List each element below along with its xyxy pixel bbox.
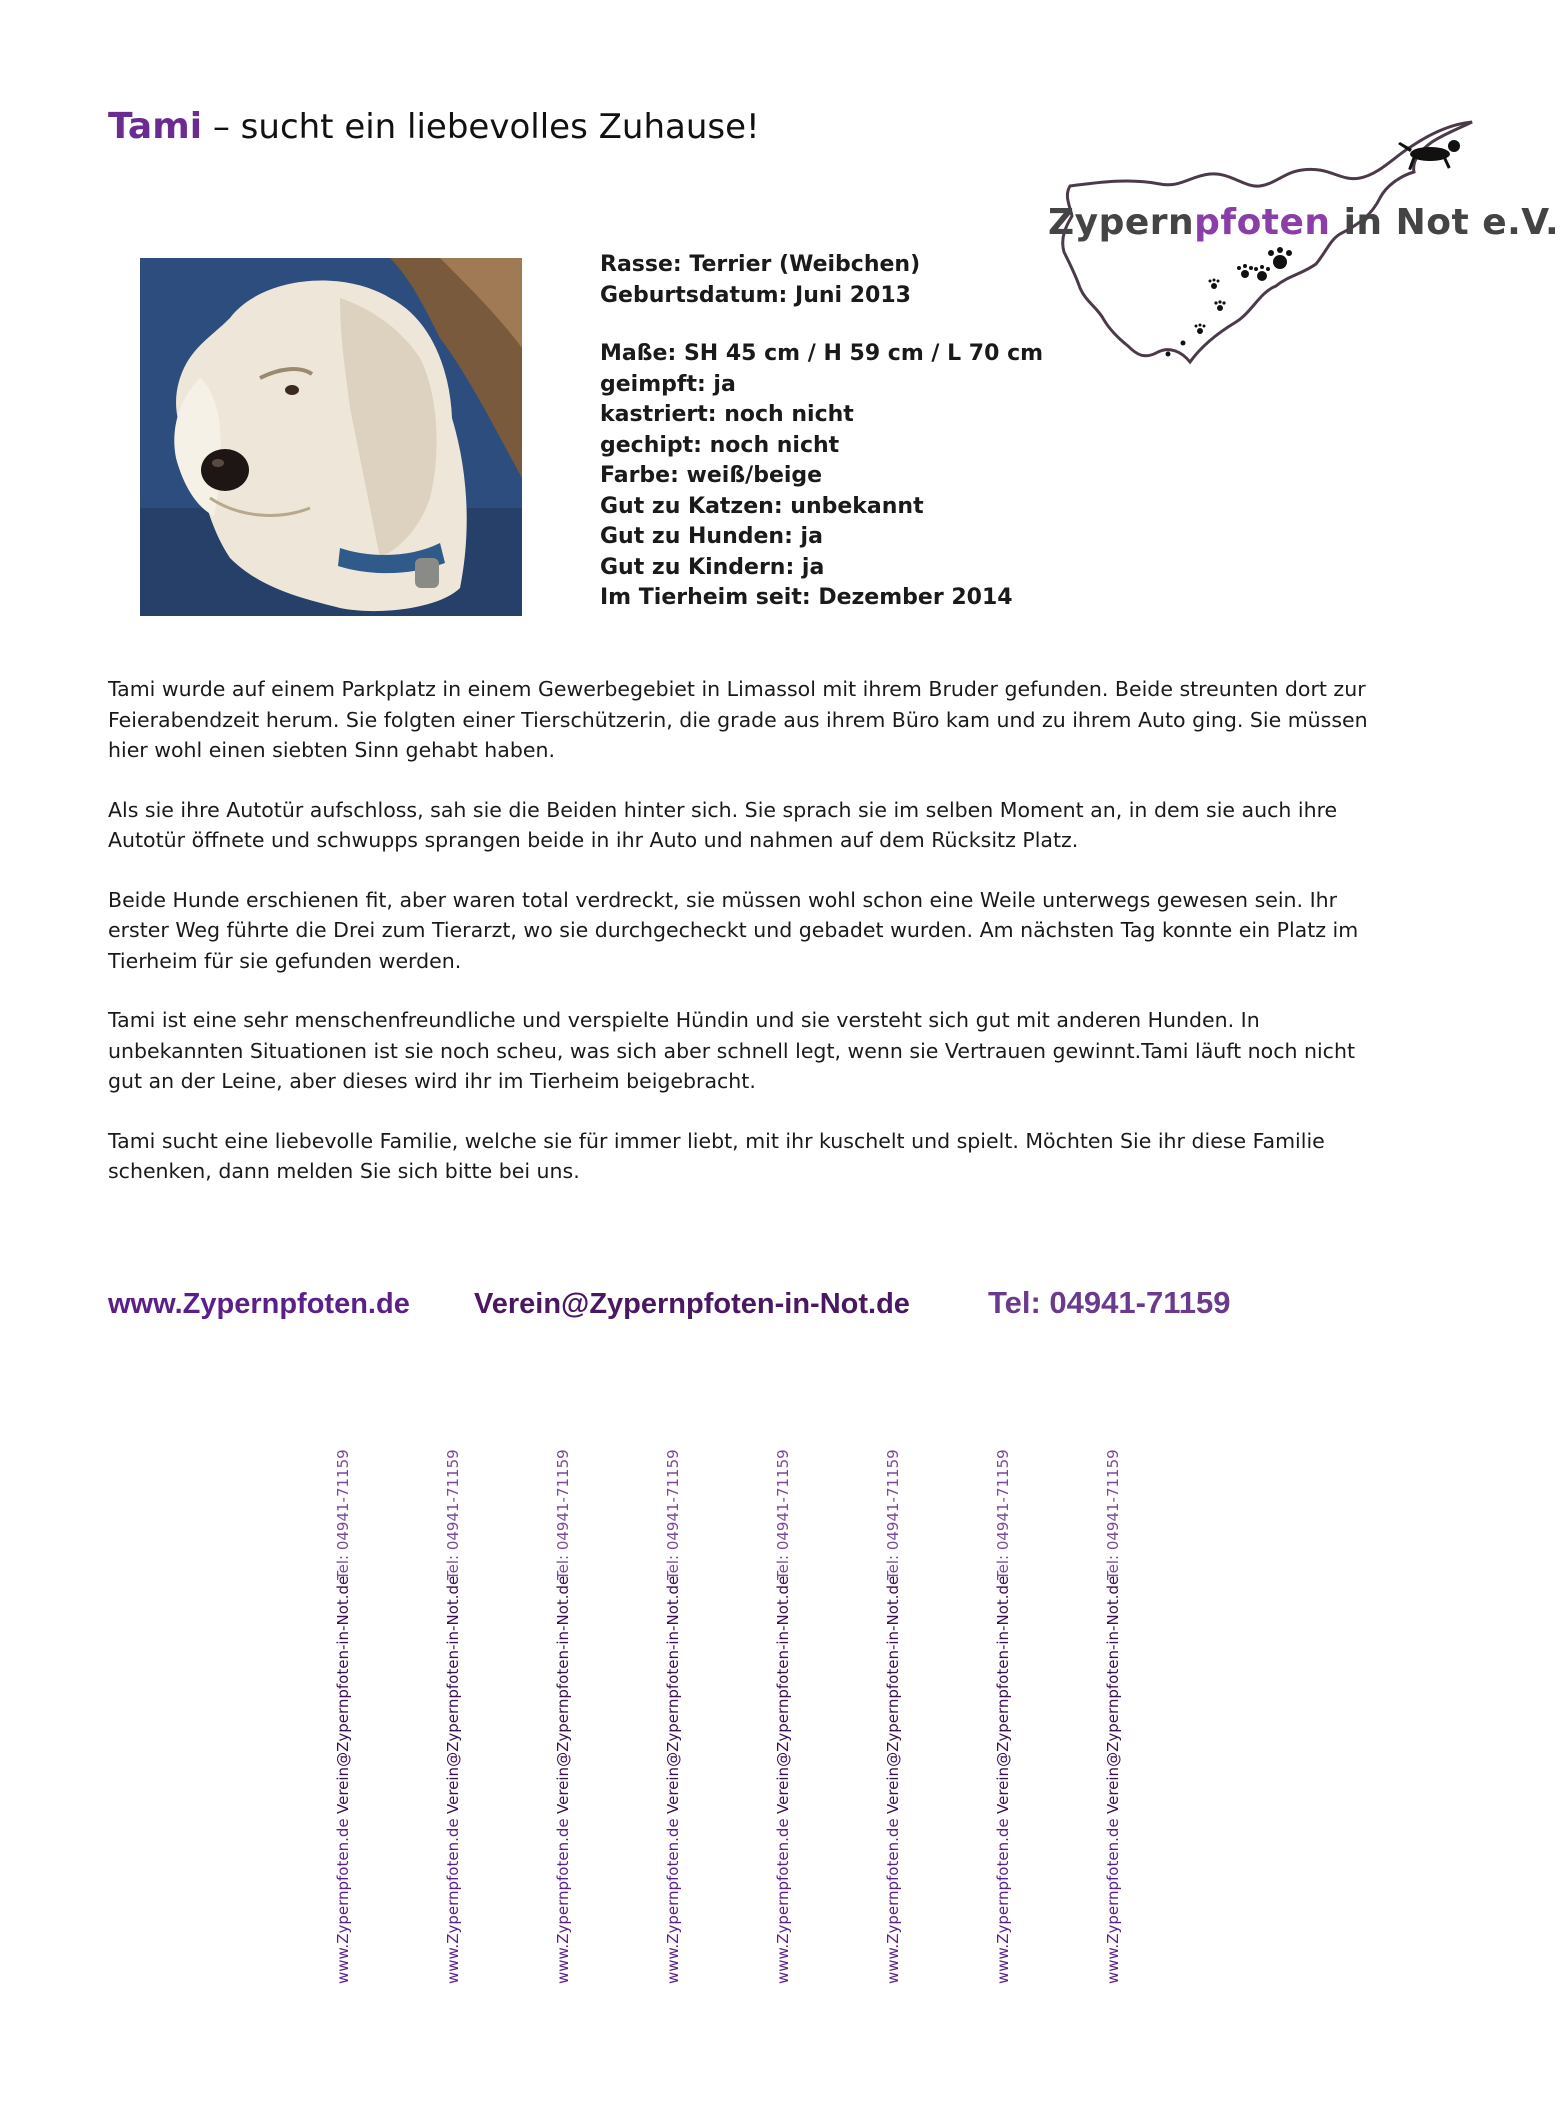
tab-phone: Tel: 04941-71159 <box>444 1449 462 1580</box>
story-paragraph-1: Tami wurde auf einem Parkplatz in einem Gewerbegebiet in Limassol mit ihrem Bruder gefunden. Beide streunten dort zur Feierabendzeit herum. Sie folgten einer Tierschützerin, die grade aus ihrem Büro kam und zu ihrem Auto ging. Sie müssen hier wohl einen siebten Sinn gehabt haben. <box>108 677 1368 762</box>
tear-off-tab[interactable] <box>994 1449 1024 1988</box>
tear-off-tab[interactable] <box>554 1449 584 1988</box>
tear-off-tab[interactable] <box>884 1449 914 1988</box>
contact-email[interactable]: Verein@Zypernpfoten-in-Not.de <box>474 1288 910 1320</box>
tab-phone: Tel: 04941-71159 <box>334 1449 352 1580</box>
tab-email: Verein@Zypernpfoten-in-Not.de <box>664 1575 682 1814</box>
story-paragraph-3: Beide Hunde erschienen fit, aber waren total verdreckt, sie müssen wohl schon eine Weile unterwegs gewesen sein. Ihr erster Weg führte die Drei zum Tierarzt, wo sie durchgecheckt und gebadet wurden. Am nächsten Tag konnte ein Platz im Tierheim für sie gefunden werden. <box>108 887 1359 973</box>
tab-email: Verein@Zypernpfoten-in-Not.de <box>334 1575 352 1814</box>
fact-geimpft: geimpft: ja <box>600 371 736 397</box>
facts-gap <box>600 311 1043 339</box>
tab-email: Verein@Zypernpfoten-in-Not.de <box>444 1575 462 1814</box>
fact-tierheim: Im Tierheim seit: Dezember 2014 <box>600 585 1013 610</box>
tab-website: www.Zypernpfoten.de <box>444 1818 462 1984</box>
tear-off-tab[interactable] <box>774 1449 804 1988</box>
dog-name: Tami <box>108 106 203 147</box>
tab-phone: Tel: 04941-71159 <box>994 1449 1012 1580</box>
fact-kinder: Gut zu Kindern: ja <box>600 554 825 580</box>
fact-kastriert: kastriert: noch nicht <box>600 402 854 427</box>
tab-website: www.Zypernpfoten.de <box>334 1818 352 1984</box>
title-tagline: – sucht ein liebevolles Zuhause! <box>202 107 760 147</box>
dog-photo <box>140 258 522 616</box>
dog-facts <box>600 250 1043 614</box>
tab-email: Verein@Zypernpfoten-in-Not.de <box>774 1575 792 1814</box>
fact-geburtsdatum: Geburtsdatum: Juni 2013 <box>600 282 911 308</box>
tab-website: www.Zypernpfoten.de <box>554 1818 572 1984</box>
tear-off-tab[interactable] <box>444 1449 474 1988</box>
tab-email: Verein@Zypernpfoten-in-Not.de <box>554 1575 572 1814</box>
tear-off-tab[interactable] <box>1104 1449 1134 1988</box>
tear-off-tabs <box>320 1449 1160 1988</box>
story-paragraph-2: Als sie ihre Autotür aufschloss, sah sie die Beiden hinter sich. Sie sprach sie im selben Moment an, in dem sie auch ihre Autotür öffnete und schwupps sprangen beide in ihr Auto und nahmen auf dem Rücksitz Platz. <box>108 797 1338 852</box>
tab-phone: Tel: 04941-71159 <box>554 1449 572 1580</box>
tab-phone: Tel: 04941-71159 <box>774 1449 792 1580</box>
fact-farbe: Farbe: weiß/beige <box>600 463 823 488</box>
tab-phone: Tel: 04941-71159 <box>884 1449 902 1580</box>
tab-website: www.Zypernpfoten.de <box>1104 1818 1122 1984</box>
paw-prints-icon <box>1166 247 1293 357</box>
fact-rasse: Rasse: Terrier (Weibchen) <box>600 252 921 277</box>
tab-website: www.Zypernpfoten.de <box>994 1818 1012 1984</box>
contact-phone: Tel: 04941-71159 <box>988 1285 1231 1320</box>
cyprus-map-outline-icon <box>1040 116 1480 376</box>
organization-logo <box>1040 116 1560 376</box>
dog-photo-icon <box>140 258 522 616</box>
story-paragraph-5: Tami sucht eine liebevolle Familie, welche sie für immer liebt, mit ihr kuschelt und spielt. Möchten Sie ihr diese Familie schenken, dann melden Sie sich bitte bei uns. <box>108 1128 1325 1183</box>
page-title <box>108 106 760 147</box>
tab-email: Verein@Zypernpfoten-in-Not.de <box>1104 1575 1122 1814</box>
logo-wordmark: Zypernpfoten in Not e.V. <box>1048 202 1560 243</box>
contact-website[interactable]: www.Zypernpfoten.de <box>108 1288 410 1320</box>
story-paragraph-4: Tami ist eine sehr menschenfreundliche und verspielte Hündin und sie versteht sich gut mit anderen Hunden. In unbekannten Situationen ist sie noch scheu, was sich aber schnell legt, wenn sie Vertrauen gewinnt.Tami läuft noch nicht gut an der Leine, aber dieses wird ihr im Tierheim beigebracht. <box>108 1008 1355 1093</box>
tab-website: www.Zypernpfoten.de <box>774 1818 792 1984</box>
fact-masse: Maße: SH 45 cm / H 59 cm / L 70 cm <box>600 341 1044 366</box>
tear-off-tab[interactable] <box>334 1449 364 1988</box>
tab-email: Verein@Zypernpfoten-in-Not.de <box>994 1575 1012 1814</box>
tab-phone: Tel: 04941-71159 <box>664 1449 682 1580</box>
dog-story <box>108 674 1368 1216</box>
tab-website: www.Zypernpfoten.de <box>664 1818 682 1984</box>
tear-off-tab[interactable] <box>664 1449 694 1988</box>
tab-website: www.Zypernpfoten.de <box>884 1818 902 1984</box>
fact-katzen: Gut zu Katzen: unbekannt <box>600 493 924 519</box>
tab-email: Verein@Zypernpfoten-in-Not.de <box>884 1575 902 1814</box>
fact-gechipt: gechipt: noch nicht <box>600 432 840 458</box>
tab-phone: Tel: 04941-71159 <box>1104 1449 1122 1580</box>
fact-hunde: Gut zu Hunden: ja <box>600 524 823 549</box>
